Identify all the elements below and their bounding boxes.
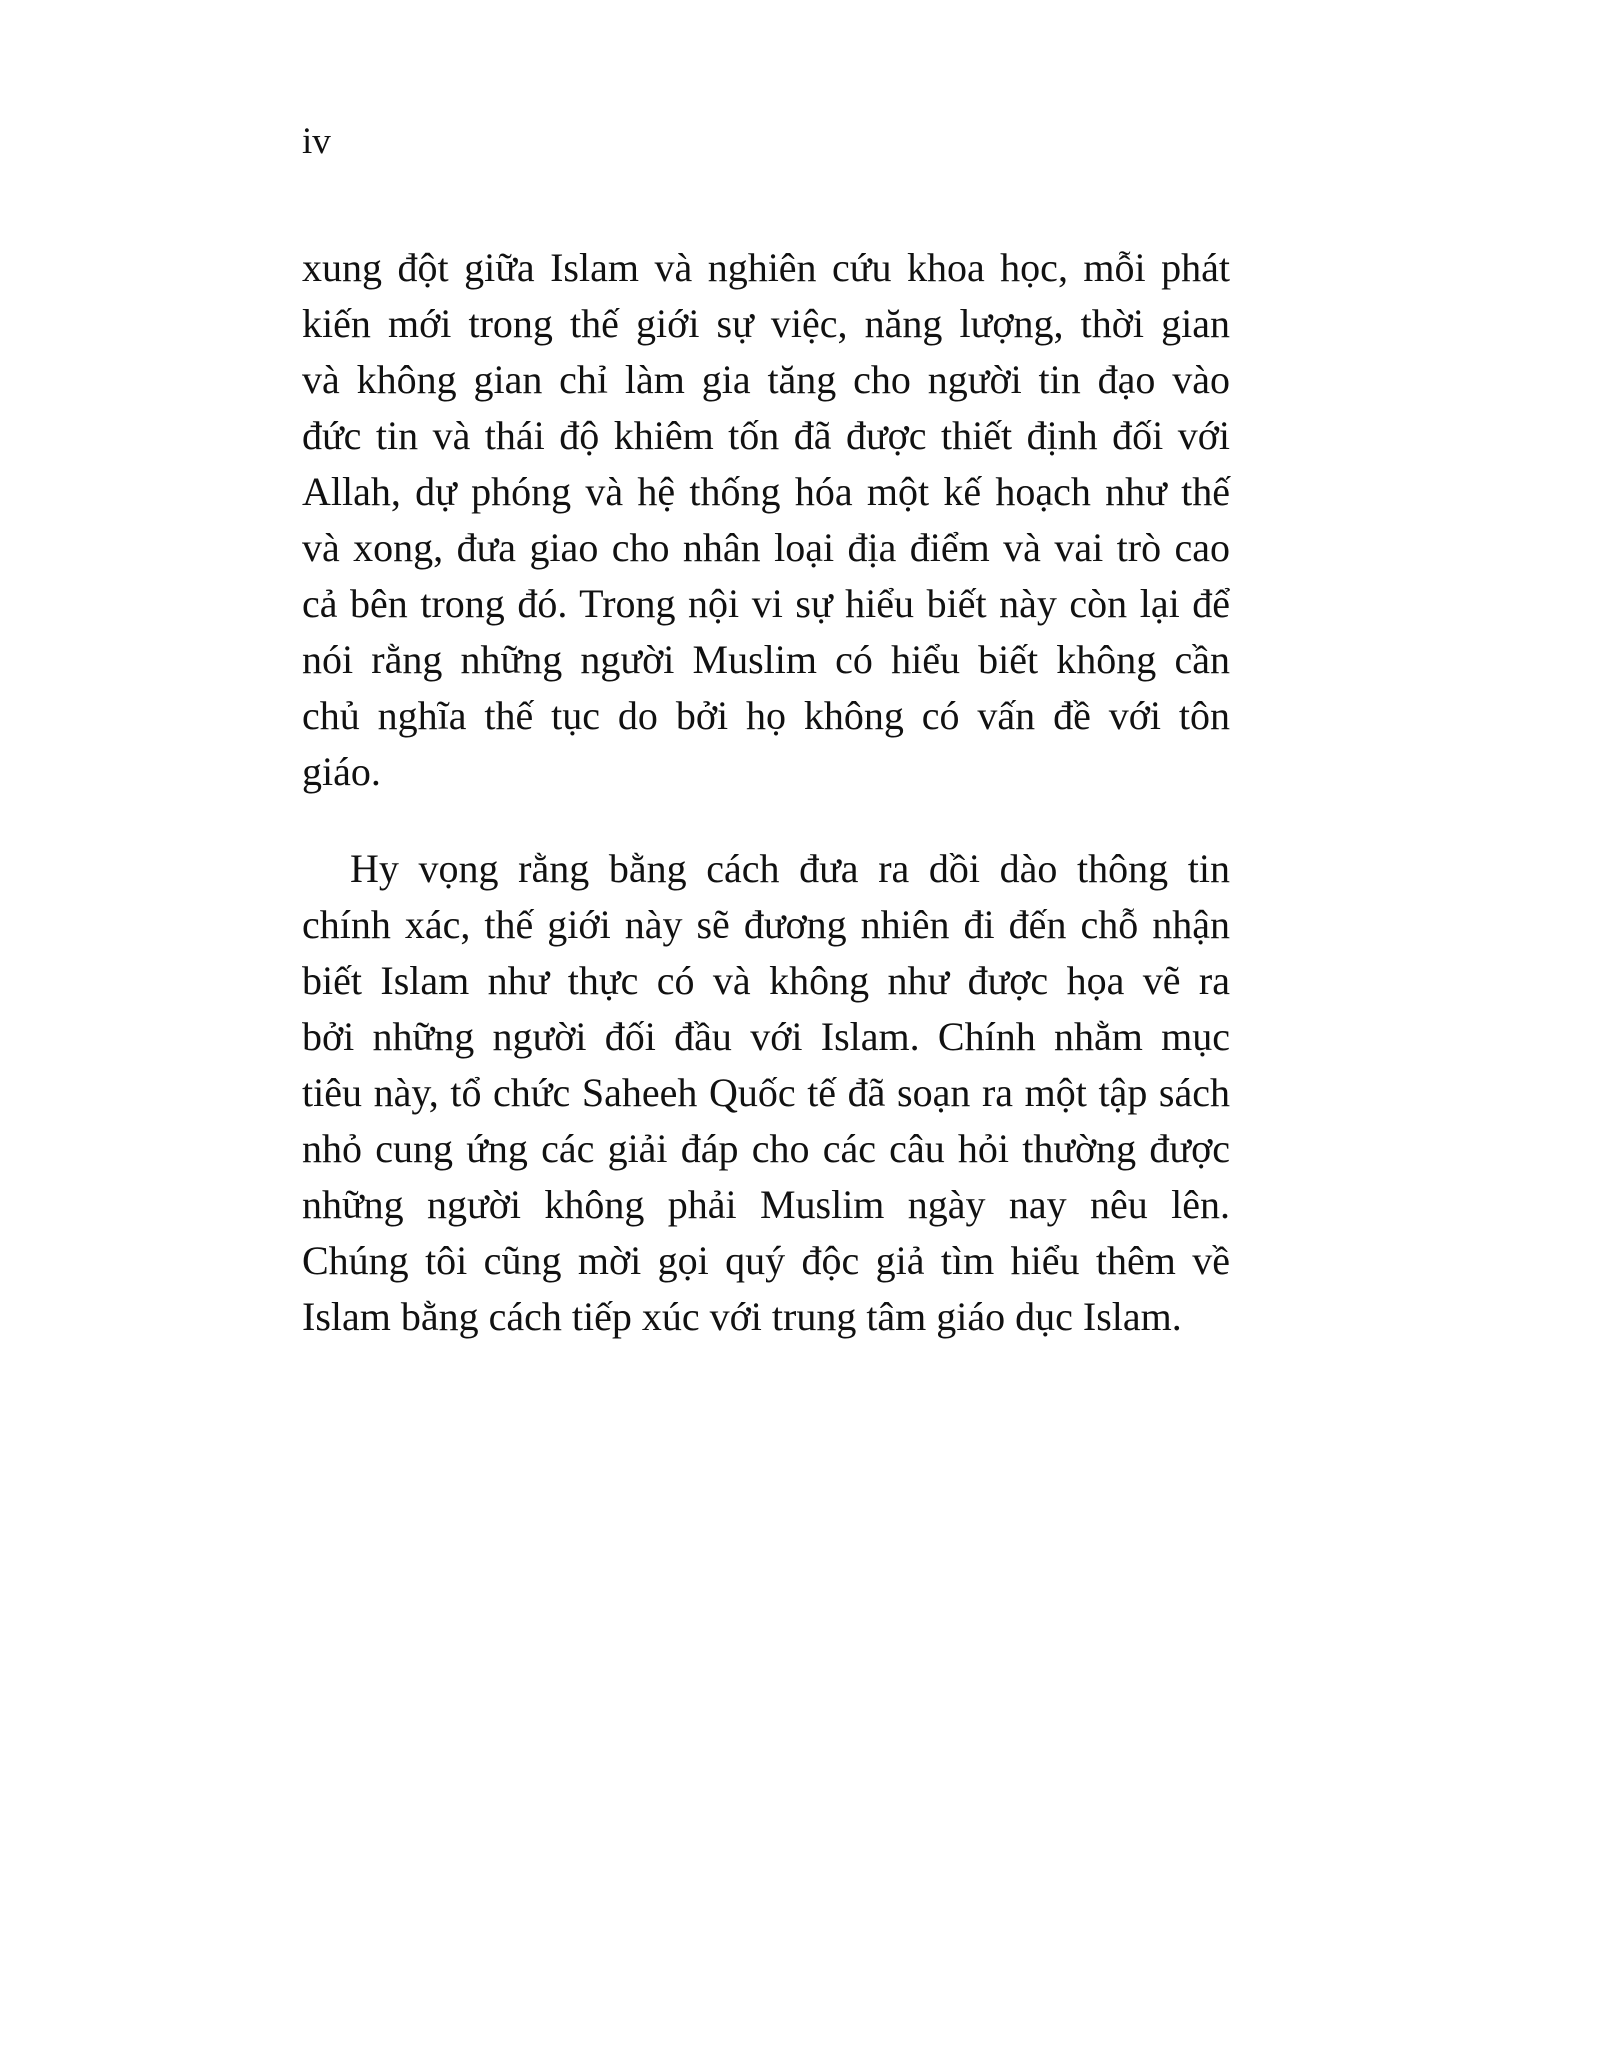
text-line: đức tin và thái độ khiêm tốn đã được thiết định đối với (302, 413, 1230, 458)
text-line: tiêu này, tổ chức Saheeh Quốc tế đã soạn ra một tập sách (302, 1070, 1230, 1115)
text-line: Hy vọng rằng bằng cách đưa ra dồi dào thông tin (350, 846, 1230, 891)
text-line: xung đột giữa Islam và nghiên cứu khoa học, mỗi phát (302, 245, 1230, 290)
text-line: giáo. (302, 749, 381, 794)
text-line: bởi những người đối đầu với Islam. Chính nhằm mục (302, 1014, 1230, 1059)
text-line: cả bên trong đó. Trong nội vi sự hiểu biết này còn lại để (302, 581, 1230, 626)
text-line: Islam bằng cách tiếp xúc với trung tâm giáo dục Islam. (302, 1294, 1182, 1339)
text-line: kiến mới trong thế giới sự việc, năng lượng, thời gian (302, 301, 1230, 346)
text-line: chủ nghĩa thế tục do bởi họ không có vấn đề với tôn (302, 693, 1230, 738)
page-number: iv (302, 121, 331, 162)
body-text (302, 240, 1230, 1345)
text-line: và không gian chỉ làm gia tăng cho người tin đạo vào (302, 357, 1230, 402)
text-line: chính xác, thế giới này sẽ đương nhiên đi đến chỗ nhận (302, 902, 1230, 947)
text-line: và xong, đưa giao cho nhân loại địa điểm và vai trò cao (302, 525, 1230, 570)
paragraph-2 (302, 841, 1230, 1345)
text-line: Chúng tôi cũng mời gọi quý độc giả tìm hiểu thêm về (302, 1238, 1230, 1283)
text-line: nhỏ cung ứng các giải đáp cho các câu hỏi thường được (302, 1126, 1230, 1171)
text-line: những người không phải Muslim ngày nay nêu lên. (302, 1182, 1230, 1227)
paragraph-1 (302, 240, 1230, 800)
text-line: biết Islam như thực có và không như được họa vẽ ra (302, 958, 1230, 1003)
text-line: Allah, dự phóng và hệ thống hóa một kế hoạch như thế (302, 469, 1230, 514)
text-line: nói rằng những người Muslim có hiểu biết không cần (302, 637, 1230, 682)
